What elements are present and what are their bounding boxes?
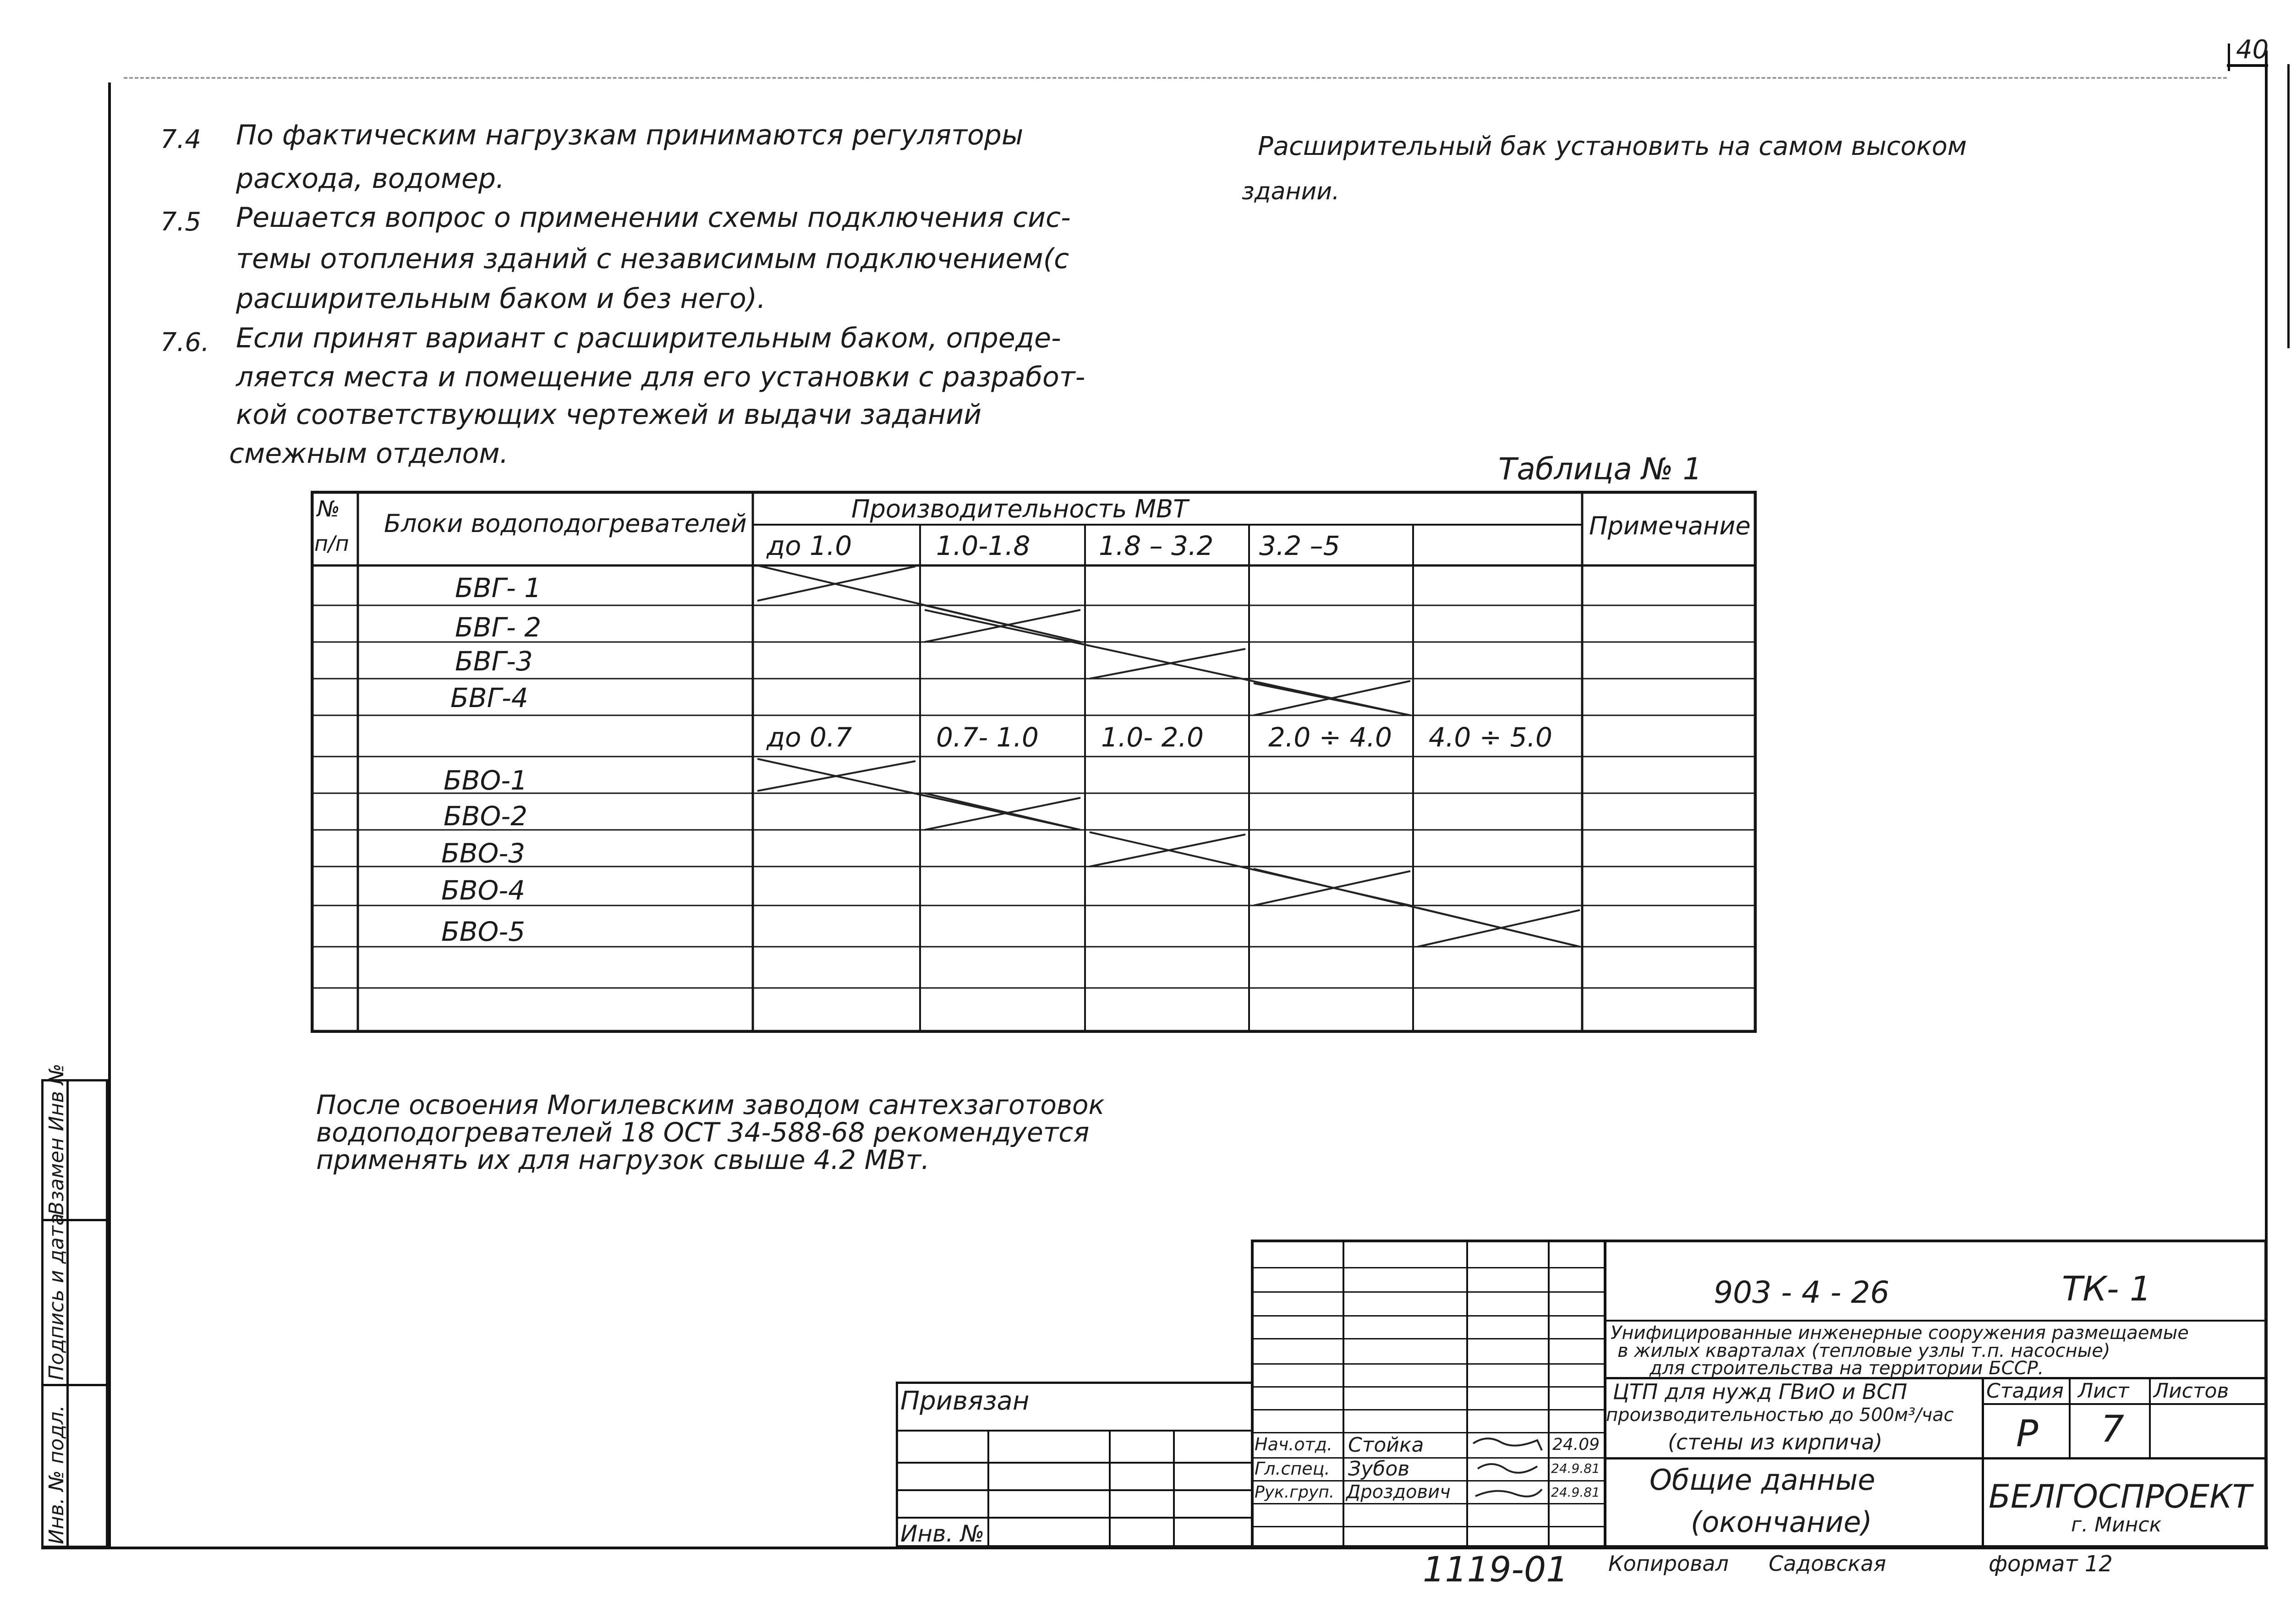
bottom-note-line: водоподогревателей 18 ОСТ 34-588-68 рекомендуется — [316, 1117, 1090, 1148]
frame-left-line — [108, 82, 111, 1549]
binding-line — [896, 1517, 1253, 1519]
range-header: 1.0-1.8 — [936, 530, 1030, 561]
organization-name: БЕЛГОСПРОЕКТ — [1989, 1478, 2252, 1515]
signer-name: Зубов — [1348, 1457, 1410, 1481]
bottom-note-line: применять их для нагрузок свыше 4.2 МВт. — [316, 1144, 930, 1175]
project-code: 903 - 4 - 26 — [1714, 1275, 1890, 1310]
archive-number: 1119-01 — [1423, 1549, 1568, 1590]
side-label-signature-date: Подпись и дата — [45, 1213, 68, 1380]
title-block-line — [2149, 1377, 2151, 1457]
range-header: 0.7- 1.0 — [936, 722, 1039, 753]
right-note-line: здании. — [1242, 178, 1340, 205]
signer-name: Дроздович — [1346, 1481, 1451, 1503]
title-block-line — [1604, 1320, 2267, 1322]
copied-by-name: Садовская — [1769, 1551, 1886, 1576]
title-block-line — [1251, 1526, 1605, 1527]
title-block-line — [1251, 1338, 1605, 1339]
range-header: 3.2 –5 — [1259, 530, 1340, 561]
note-line: Если принят вариант с расширительным баком, опреде- — [236, 322, 1061, 354]
note-line: расширительным баком и без него). — [236, 283, 766, 315]
binding-line — [987, 1430, 989, 1547]
document-code: ТК- 1 — [2062, 1269, 2152, 1309]
table-row-label: БВО-2 — [444, 801, 528, 832]
sheet-format: формат 12 — [1989, 1551, 2113, 1577]
title-block-line — [1343, 1240, 1344, 1548]
project-title-line: Унифицированные инженерные сооружения размещаемые — [1611, 1322, 2189, 1344]
binding-line — [1173, 1430, 1175, 1547]
title-block-line — [1982, 1403, 2267, 1405]
sheet-title-line: (окончание) — [1691, 1505, 1872, 1539]
note-line: темы отопления зданий с независимым подключением(с — [236, 243, 1069, 275]
signer-date: 24.9.81 — [1551, 1485, 1600, 1500]
note-line: По фактическим нагрузкам принимаются регуляторы — [236, 119, 1024, 151]
note-number: 7.6. — [160, 328, 209, 357]
title-block-line — [1548, 1240, 1550, 1548]
title-block-line — [1604, 1240, 1606, 1548]
signer-date: 24.9.81 — [1551, 1461, 1600, 1476]
sheets-label: Листов — [2154, 1379, 2229, 1403]
title-block-line — [1982, 1377, 1984, 1548]
table-row-label: БВГ- 1 — [455, 572, 542, 604]
range-header: 2.0 ÷ 4.0 — [1268, 722, 1392, 753]
side-label-inv-podl: Инв. № подл. — [45, 1405, 68, 1544]
col-header-capacity: Производительность МВТ — [851, 494, 1189, 523]
title-block-line — [1251, 1363, 1605, 1365]
binding-label: Привязан — [900, 1386, 1030, 1416]
sheet-number-top: 40 — [2236, 35, 2269, 65]
project-title-line: в жилых кварталах (тепловые узлы т.п. насосные) — [1617, 1340, 2110, 1361]
object-line: (стены из кирпича) — [1668, 1430, 1883, 1454]
table-row-label: БВГ-3 — [455, 646, 533, 677]
table-row-label: БВО-4 — [441, 875, 526, 906]
object-line: ЦТП для нужд ГВиО и ВСП — [1613, 1379, 1907, 1404]
frame-top-dashed-line — [124, 77, 2227, 79]
note-line: Решается вопрос о применении схемы подключения сис- — [236, 202, 1071, 234]
binding-line — [896, 1430, 1253, 1432]
title-block-line — [1251, 1291, 1605, 1293]
side-label-replace-inv: Взамен Инв № — [45, 1064, 68, 1215]
range-header: до 1.0 — [767, 530, 852, 561]
title-block-line — [1251, 1409, 1605, 1410]
organization-city: г. Минск — [2071, 1513, 2162, 1536]
signature-marks — [1469, 1432, 1546, 1505]
right-note-line: Расширительный бак установить на самом высоком — [1258, 132, 1967, 161]
col-header-blocks: Блоки водоподогревателей — [384, 509, 747, 538]
table-row-label: БВГ- 2 — [455, 612, 542, 643]
note-line: смежным отделом. — [229, 438, 509, 470]
title-block-line — [2069, 1377, 2071, 1457]
table-row-label: БВО-3 — [441, 838, 526, 869]
bottom-note-line: После освоения Могилевским заводом сантехзаготовок — [316, 1089, 1105, 1120]
frame-right-outer-line — [2287, 64, 2290, 348]
stage-value: Р — [2016, 1412, 2039, 1455]
range-header: 1.8 – 3.2 — [1099, 530, 1214, 561]
col-header-number: № — [317, 496, 340, 522]
table-row-label: БВГ-4 — [450, 682, 528, 713]
project-title-line: для строительства на территории БССР. — [1650, 1358, 2044, 1379]
signer-name: Стойка — [1348, 1433, 1424, 1457]
note-number: 7.5 — [160, 207, 202, 237]
signer-role: Гл.спец. — [1255, 1459, 1330, 1479]
range-header: до 0.7 — [767, 722, 852, 753]
stage-label: Стадия — [1986, 1379, 2064, 1403]
title-block-line — [1251, 1267, 1605, 1268]
table-row-label: БВО-1 — [444, 765, 528, 796]
table-row-label: БВО-5 — [441, 916, 526, 947]
inventory-number-label: Инв. № — [900, 1520, 985, 1547]
capacity-table — [311, 491, 1757, 1033]
table-caption: Таблица № 1 — [1498, 451, 1702, 487]
sheet-value: 7 — [2101, 1408, 2124, 1450]
title-block-line — [1251, 1386, 1605, 1388]
side-strip-divider — [41, 1384, 108, 1386]
note-line: кой соответствующих чертежей и выдачи заданий — [236, 399, 982, 431]
note-line: ляется места и помещение для его установки с разработ- — [236, 361, 1085, 393]
signer-date: 24.09 — [1552, 1435, 1600, 1454]
signer-role: Рук.груп. — [1255, 1483, 1335, 1502]
title-block-line — [1604, 1457, 2267, 1459]
title-block-line — [1466, 1240, 1468, 1548]
range-header: 4.0 ÷ 5.0 — [1429, 722, 1552, 753]
object-line: производительностью до 500м³/час — [1606, 1405, 1954, 1426]
signer-role: Нач.отд. — [1255, 1434, 1333, 1454]
sheet-label: Лист — [2078, 1379, 2129, 1403]
note-number: 7.4 — [160, 125, 202, 154]
title-block-line — [1251, 1315, 1605, 1317]
copied-by-label: Копировал — [1608, 1551, 1729, 1576]
range-header: 1.0- 2.0 — [1101, 722, 1204, 753]
title-block-line — [1251, 1432, 1605, 1433]
title-block-line — [1251, 1503, 1605, 1504]
sheet-title-line: Общие данные — [1650, 1463, 1875, 1497]
binding-line — [1109, 1430, 1111, 1547]
col-header-number: п/п — [314, 531, 349, 556]
col-header-note: Примечание — [1589, 511, 1751, 540]
sheet-number-tick — [2228, 44, 2230, 71]
note-line: расхода, водомер. — [236, 163, 505, 195]
binding-line — [896, 1462, 1253, 1464]
binding-line — [896, 1489, 1253, 1491]
